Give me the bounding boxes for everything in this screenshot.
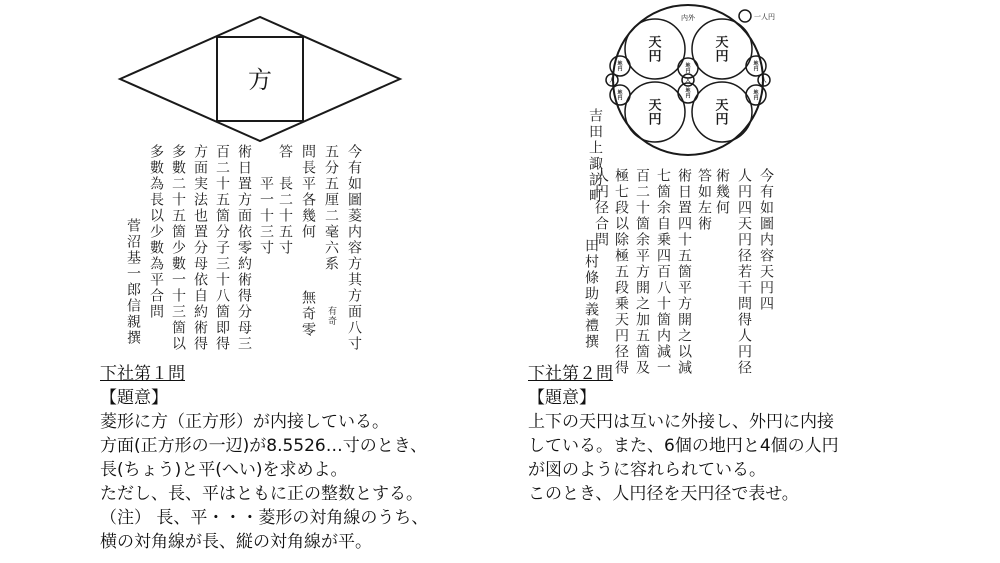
kanbun-column: 今有如圖菱内容方其方面八寸 <box>346 144 362 352</box>
caption-line: 方面(正方形の一辺)が8.5526…寸のとき、 <box>100 436 428 456</box>
earth-circle-label: 地 <box>617 90 623 97</box>
earth-circle-label: 地 <box>753 61 759 68</box>
caption-line: （注） 長、平・・・菱形の対角線のうち、 <box>100 508 429 528</box>
caption-line: 長(ちょう)と平(へい)を求めよ。 <box>100 460 348 480</box>
earth-circle-label: 円 <box>685 68 691 75</box>
problem-title: 下社第２問 <box>528 364 613 384</box>
earth-circle-label: 地 <box>617 61 623 68</box>
heaven-circle-label: 天 <box>648 35 662 51</box>
heaven-circle-label: 天 <box>715 35 729 51</box>
earth-circle-label: 円 <box>753 66 759 73</box>
heaven-circle-label: 天 <box>715 98 729 114</box>
earth-circle-label: 地 <box>685 63 691 70</box>
problem2-caption <box>528 362 839 506</box>
kanbun-column: 多數為長以少數為平合問 <box>148 144 164 320</box>
small-annotation-tail: 無奇零 <box>300 290 316 338</box>
caption-line: 横の対角線が長、縦の対角線が平。 <box>100 532 372 552</box>
kanbun-column: 百二十箇余平方開之加五箇及 <box>634 168 650 376</box>
kanbun-column: 術日置方面依零約術得分母三 <box>236 144 252 352</box>
heaven-circle-label: 円 <box>648 49 662 65</box>
heaven-circle-label: 円 <box>715 49 729 65</box>
kanbun-column: 問長平各幾何 <box>300 144 316 240</box>
caption-line: している。また、6個の地円と4個の人円 <box>528 436 839 456</box>
kanbun-column: 多數二十五箇少數一十三箇以 <box>170 144 186 352</box>
small-annotation: 有奇 <box>326 306 336 326</box>
author-column: 田村條助義禮撰 <box>583 238 599 350</box>
dedication-column: 菅沼基一郎信親撰 <box>125 218 141 346</box>
earth-circle-label: 地 <box>685 88 691 95</box>
kanbun-column: 七箇余自乗四百八十箇内減一 <box>655 168 671 376</box>
outer-top-label: 内外 <box>681 14 695 22</box>
earth-circle-label: 円 <box>685 93 691 100</box>
legend-label: 一人円 <box>754 13 775 21</box>
kanbun-column: 術日置四十五箇平方開之以減 <box>676 168 692 376</box>
heaven-circle-label: 天 <box>648 98 662 114</box>
kanbun-column: 答 長二十五寸 <box>277 144 293 256</box>
earth-circle-label: 円 <box>617 95 623 102</box>
earth-circle-label: 円 <box>753 95 759 102</box>
kanbun-column: 極七段以除極五段乗天円径得 <box>613 168 629 376</box>
kanbun-column: 術幾何 <box>714 168 730 216</box>
caption-line: ただし、長、平はともに正の整数とする。 <box>100 484 423 504</box>
problem-title: 下社第１問 <box>100 364 185 384</box>
problem-heading: 【題意】 <box>100 388 168 408</box>
earth-circle-label: 円 <box>617 66 623 73</box>
caption-line: このとき、人円径を天円径で表せ。 <box>528 484 799 504</box>
caption-line: 菱形に方（正方形）が内接している。 <box>100 412 389 432</box>
problem-heading: 【題意】 <box>528 388 596 408</box>
kanbun-column: 五分五厘二毫六系 <box>323 144 339 272</box>
person-circle-label: 人 <box>609 77 615 84</box>
caption-line: 上下の天円は互いに外接し、外円に内接 <box>528 412 834 432</box>
problem2-panel <box>500 0 1000 563</box>
person-circle-label: 人 <box>685 77 691 84</box>
caption-line: が図のように容れられている。 <box>528 460 766 480</box>
square-label: 方 <box>248 66 272 94</box>
kanbun-column: 百二十五箇分子三十八箇即得 <box>214 144 230 352</box>
heaven-circle-label: 円 <box>715 112 729 128</box>
kanbun-column: 人円四天円径若干問得人円径 <box>736 168 752 376</box>
problem1-caption <box>100 362 428 554</box>
earth-circle-label: 地 <box>753 90 759 97</box>
kanbun-column: 人円径合問 <box>593 168 609 248</box>
person-circles <box>606 74 770 86</box>
kanbun-column: 方面実法也置分母依自約術得 <box>192 144 208 352</box>
kanbun-column: 今有如圖内容天円四 <box>758 168 774 312</box>
person-circle-label: 人 <box>761 77 767 84</box>
legend-circle <box>739 10 751 22</box>
kanbun-column: 答如左術 <box>696 168 712 232</box>
heaven-circle-label: 円 <box>648 112 662 128</box>
kanbun-column: 平一十三寸 <box>258 144 274 256</box>
place-column: 吉田上諏訪町 <box>587 108 603 204</box>
